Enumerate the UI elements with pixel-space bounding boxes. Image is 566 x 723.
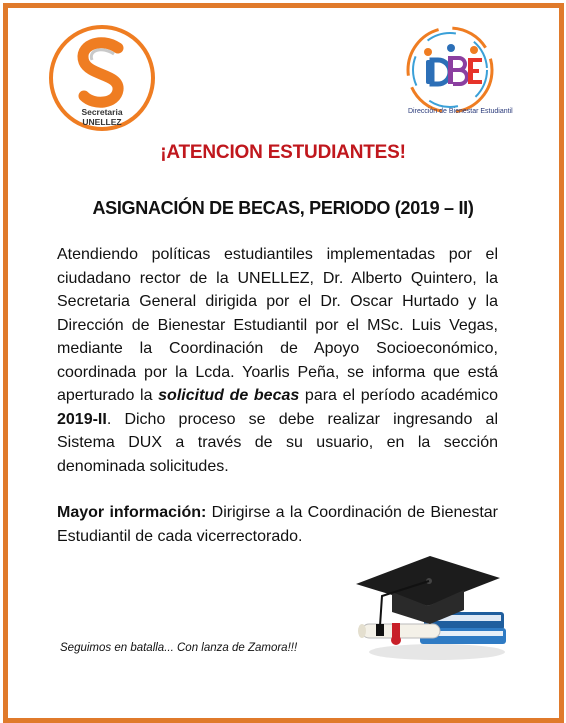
announcement-body bbox=[57, 243, 498, 548]
graduation-cap-icon bbox=[352, 540, 512, 665]
paragraph-text: para el período académico bbox=[299, 387, 498, 404]
headline: ¡ATENCION ESTUDIANTES! bbox=[160, 142, 406, 163]
slogan: Seguimos en batalla... Con lanza de Zamora!!! bbox=[60, 642, 298, 654]
dbe-caption: Dirección de Bienestar Estudiantil bbox=[408, 108, 513, 115]
emphasis-solicitud: solicitud de becas bbox=[158, 387, 300, 404]
secretaria-unellez-logo bbox=[48, 24, 156, 132]
announcement-paragraph bbox=[57, 243, 498, 478]
more-info-text: Dirigirse a la Coordinación de Bienestar Estudiantil de cada vicerrectorado. bbox=[57, 504, 498, 545]
subtitle: ASIGNACIÓN DE BECAS, PERIODO (2019 – II) bbox=[92, 198, 474, 218]
period-label: 2019-II bbox=[57, 410, 107, 428]
more-info-label: Mayor información: bbox=[57, 504, 207, 521]
dbe-logo bbox=[398, 24, 513, 132]
paragraph-text: Atendiendo políticas estudiantiles implementadas por el ciudadano rector de la UNELLEZ, Dr. Alberto Quintero, la Secretaria General dirigida por el Dr. Oscar Hurtado y la Dirección de Bienestar Estudiantil por el MSc. Luis Vegas, mediante la Coordinación de Apoyo Socioeconómico, coordinada por la Lcda. Yoarlis Peña, se informa que está aperturado la bbox=[57, 246, 498, 404]
logo-text-line2: UNELLEZ bbox=[82, 117, 122, 127]
logo-text-line1: Secretaria bbox=[81, 107, 123, 117]
paragraph-text: . Dicho proceso se debe realizar ingresando al Sistema DUX a través de su usuario, en la sección denominada solicitudes. bbox=[57, 410, 498, 475]
